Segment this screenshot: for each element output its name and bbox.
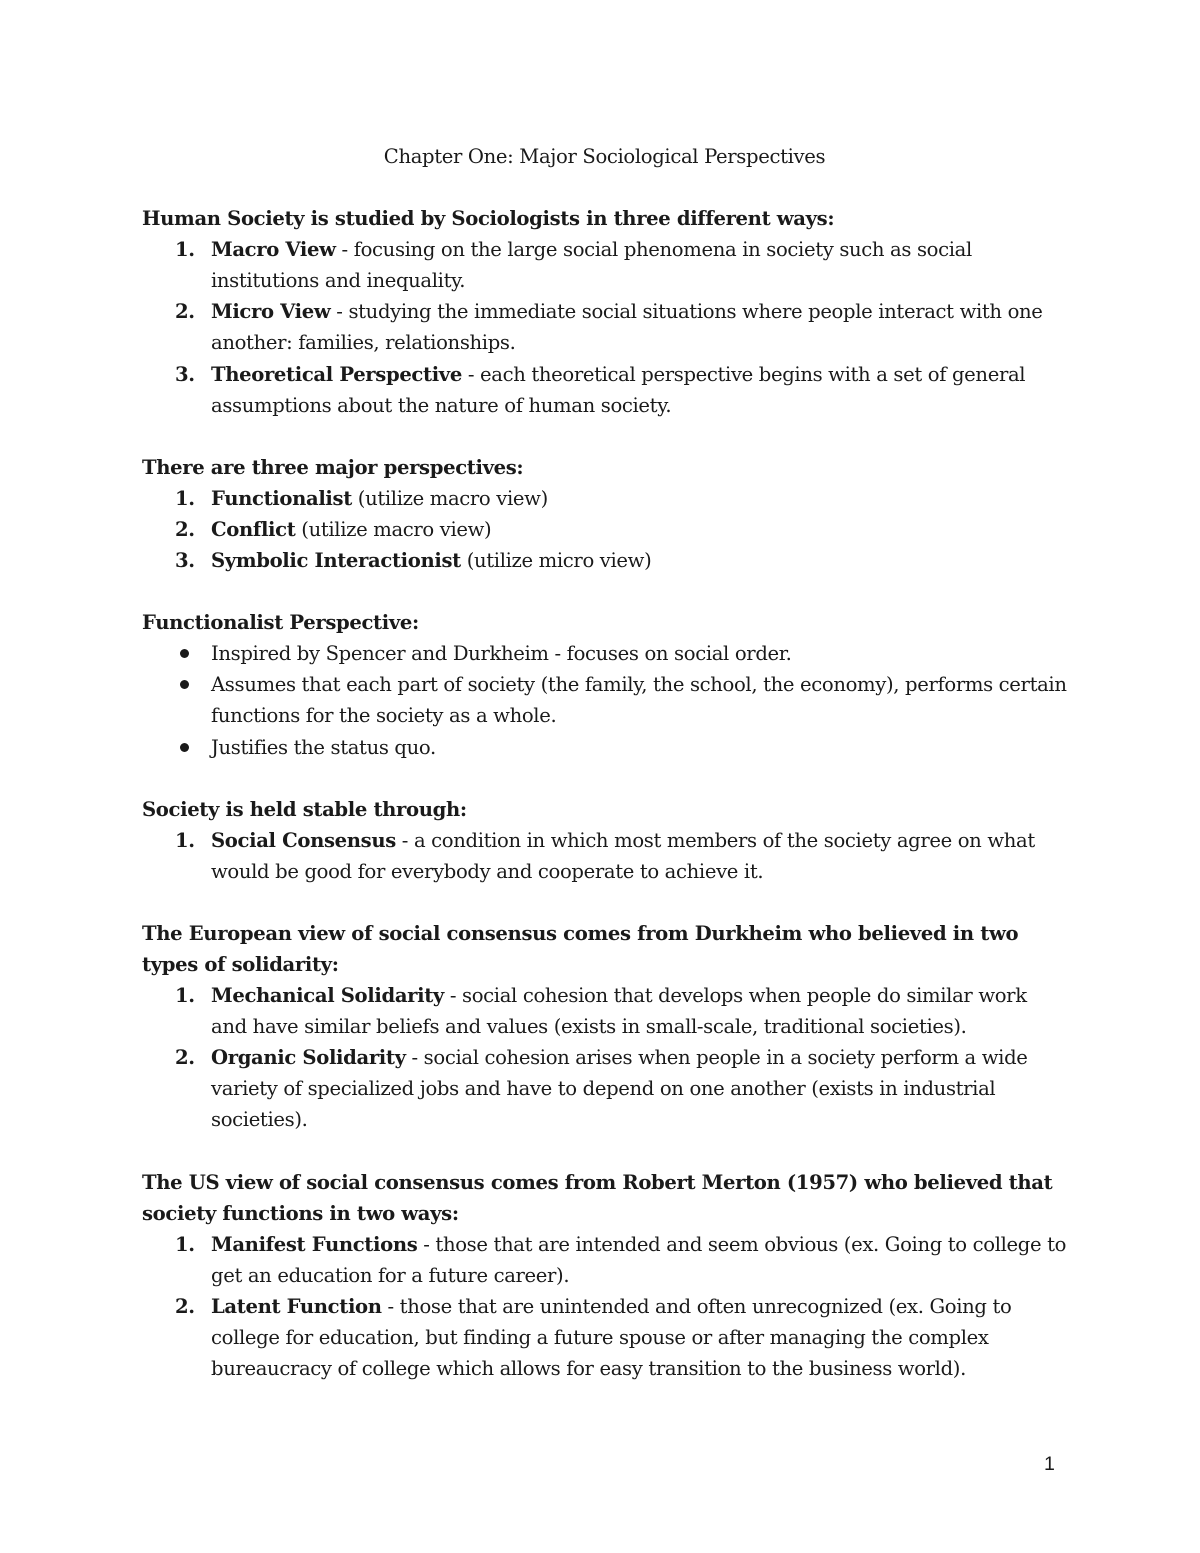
list-number: 1. bbox=[175, 984, 195, 1008]
list-term: Social Consensus bbox=[211, 828, 396, 852]
list-text: - each theoretical perspective begins with a set of general assumptions about the nature of human society. bbox=[211, 362, 1026, 417]
list-text: (utilize micro view) bbox=[460, 549, 652, 573]
list-item bbox=[142, 545, 1067, 576]
bullet-icon bbox=[180, 680, 189, 689]
section-major-perspectives bbox=[142, 452, 1067, 576]
numbered-list bbox=[142, 980, 1067, 1135]
list-text: - social cohesion arises when people in a society perform a wide variety of specialized jobs and have to depend on one another (exists in industrial societies). bbox=[211, 1046, 1028, 1132]
list-number: 2. bbox=[175, 1294, 195, 1318]
list-text: - focusing on the large social phenomena in society such as social institutions and inequality. bbox=[211, 238, 972, 293]
section-stability bbox=[142, 794, 1067, 887]
list-number: 2. bbox=[175, 300, 195, 324]
list-text: (utilize macro view) bbox=[351, 486, 548, 510]
section-heading: Society is held stable through: bbox=[142, 797, 467, 821]
list-item bbox=[142, 732, 1067, 763]
list-text: (utilize macro view) bbox=[295, 517, 492, 541]
list-term: Functionalist bbox=[211, 486, 352, 510]
bullet-icon bbox=[180, 649, 189, 658]
list-term: Manifest Functions bbox=[211, 1232, 418, 1256]
list-term: Micro View bbox=[211, 300, 331, 324]
numbered-list bbox=[142, 825, 1067, 887]
list-text: - those that are unintended and often unrecognized (ex. Going to college for education, but finding a future spouse or after managing the complex bureaucracy of college which allows for easy transition to the business world). bbox=[211, 1294, 1012, 1381]
document-title: Chapter One: Major Sociological Perspectives bbox=[383, 145, 826, 168]
list-item bbox=[142, 483, 1067, 514]
list-text: Assumes that each part of society (the family, the school, the economy), performs certain functions for the society as a whole. bbox=[211, 673, 1067, 728]
section-european-view bbox=[142, 918, 1067, 1136]
list-text: - social cohesion that develops when people do similar work and have similar beliefs and values (exists in small-scale, traditional societies). bbox=[211, 984, 1027, 1039]
list-term: Symbolic Interactionist bbox=[211, 549, 461, 573]
list-number: 1. bbox=[175, 238, 195, 262]
list-text: - those that are intended and seem obvious (ex. Going to college to get an education for a future career). bbox=[211, 1232, 1067, 1287]
list-text: - studying the immediate social situations where people interact with one another: families, relationships. bbox=[211, 300, 1043, 355]
list-term: Macro View bbox=[211, 238, 336, 262]
list-number: 1. bbox=[175, 828, 195, 852]
list-item bbox=[142, 296, 1067, 358]
list-item bbox=[142, 234, 1067, 296]
section-heading: There are three major perspectives: bbox=[142, 455, 524, 479]
section-heading: The US view of social consensus comes from Robert Merton (1957) who believed that society functions in two ways: bbox=[142, 1170, 1053, 1225]
list-term: Conflict bbox=[211, 517, 296, 541]
page-number: 1 bbox=[1044, 1453, 1055, 1475]
list-number: 3. bbox=[175, 362, 195, 386]
section-heading: Human Society is studied by Sociologists in three different ways: bbox=[142, 207, 835, 231]
section-heading: The European view of social consensus comes from Durkheim who believed in two types of solidarity: bbox=[142, 921, 1019, 976]
list-term: Latent Function bbox=[211, 1294, 382, 1318]
list-number: 2. bbox=[175, 1046, 195, 1070]
list-item bbox=[142, 980, 1067, 1042]
list-item bbox=[142, 1291, 1067, 1384]
list-item bbox=[142, 1229, 1067, 1291]
list-number: 1. bbox=[175, 1232, 195, 1256]
list-term: Organic Solidarity bbox=[211, 1046, 406, 1070]
list-item bbox=[142, 514, 1067, 545]
section-us-view bbox=[142, 1167, 1067, 1385]
list-number: 2. bbox=[175, 517, 195, 541]
numbered-list bbox=[142, 234, 1067, 421]
numbered-list bbox=[142, 1229, 1067, 1384]
list-item bbox=[142, 1042, 1067, 1135]
list-text: - a condition in which most members of the society agree on what would be good for everybody and cooperate to achieve it. bbox=[211, 828, 1035, 883]
list-term: Theoretical Perspective bbox=[211, 362, 462, 386]
list-text: Inspired by Spencer and Durkheim - focuses on social order. bbox=[211, 642, 792, 666]
list-item bbox=[142, 359, 1067, 421]
list-number: 1. bbox=[175, 486, 195, 510]
document-body bbox=[142, 141, 1067, 1415]
bullet-icon bbox=[180, 743, 189, 752]
section-heading: Functionalist Perspective: bbox=[142, 611, 419, 635]
section-functionalist-perspective bbox=[142, 607, 1067, 762]
list-term: Mechanical Solidarity bbox=[211, 984, 444, 1008]
list-text: Justifies the status quo. bbox=[211, 735, 436, 759]
list-item bbox=[142, 638, 1067, 669]
list-number: 3. bbox=[175, 549, 195, 573]
numbered-list bbox=[142, 483, 1067, 576]
section-study-ways bbox=[142, 203, 1067, 421]
bullet-list bbox=[142, 638, 1067, 762]
list-item bbox=[142, 669, 1067, 731]
list-item bbox=[142, 825, 1067, 887]
